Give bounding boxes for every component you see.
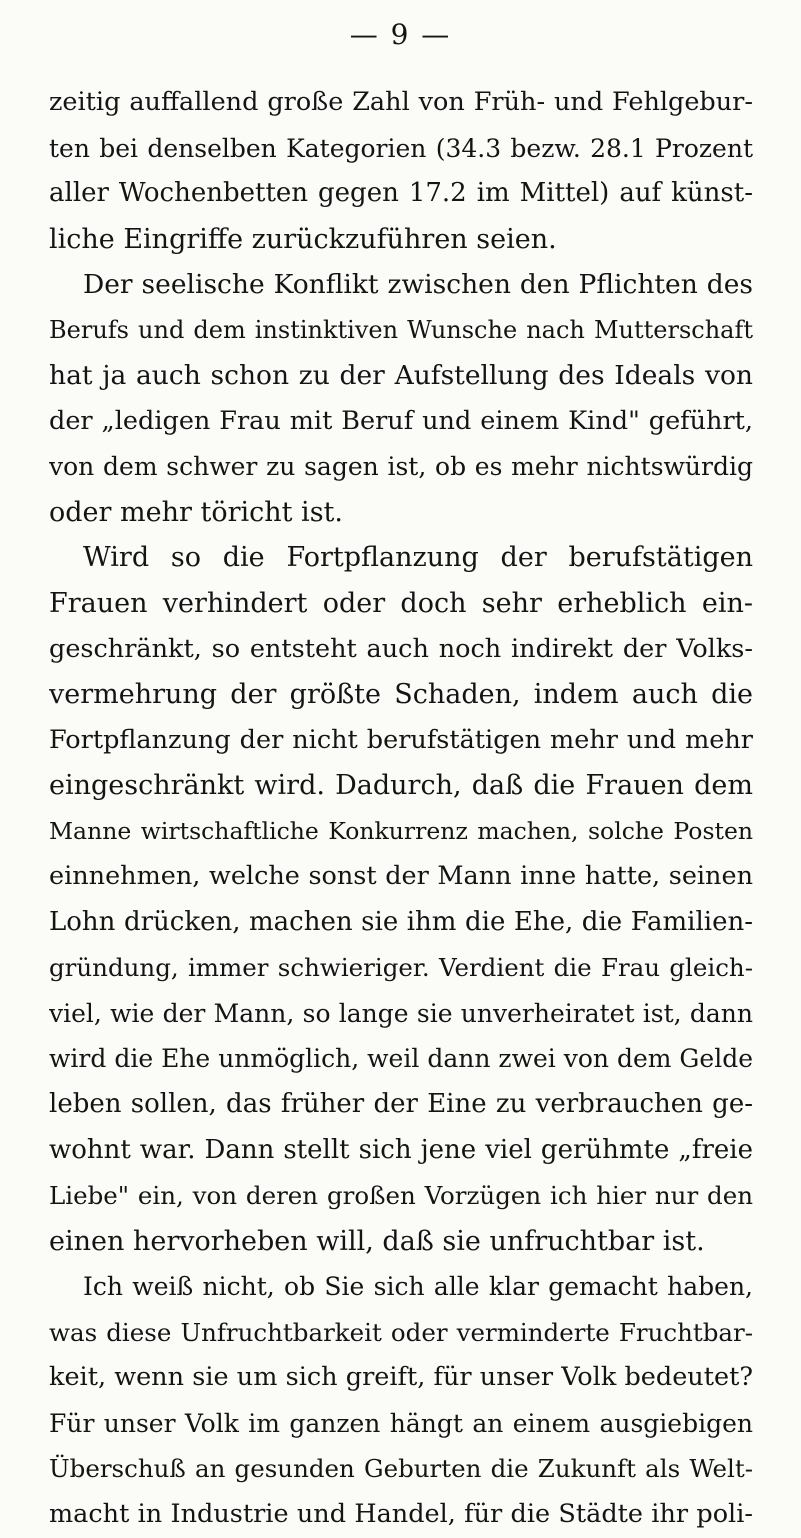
text-line: gründung, immer schwieriger. Verdient die Frau gleich- [49, 953, 753, 983]
text-line: zeitig auffallend große Zahl von Früh- und Fehlgebur- [49, 87, 753, 117]
text-line: ten bei denselben Kategorien (34.3 bezw. 28.1 Prozent [49, 133, 753, 163]
text-line: viel, wie der Mann, so lange sie unverheiratet ist, dann [49, 998, 753, 1028]
text-line: einnehmen, welche sonst der Mann inne hatte, seinen [49, 861, 753, 892]
page-number-header: — 9 — [349, 18, 452, 51]
text-line: Ich weiß nicht, ob Sie sich alle klar gemacht haben, [83, 1272, 753, 1302]
text-line: aller Wochenbetten gegen 17.2 im Mittel) auf künst- [49, 178, 753, 209]
text-line: einen hervorheben will, daß sie unfruchtbar ist. [49, 1225, 705, 1257]
text-line: keit, wenn sie um sich greift, für unser Volk bedeutet? [49, 1362, 753, 1393]
text-line: Berufs und dem instinktiven Wunsche nach Mutterschaft [49, 315, 753, 344]
text-line: wird die Ehe unmöglich, weil dann zwei von dem Gelde [49, 1044, 753, 1074]
text-line: wohnt war. Dann stellt sich jene viel gerühmte „freie [49, 1134, 753, 1165]
text-line: von dem schwer zu sagen ist, ob es mehr nichtswürdig [49, 452, 753, 482]
text-line: Liebe" ein, von deren großen Vorzügen ich hier nur den [49, 1181, 753, 1211]
text-line: Manne wirtschaftliche Konkurrenz machen, solche Posten [49, 816, 753, 845]
text-line: Für unser Volk im ganzen hängt an einem ausgiebigen [49, 1408, 753, 1438]
text-line: der „ledigen Frau mit Beruf und einem Kind" geführt, [49, 405, 753, 436]
body-text [49, 80, 753, 1538]
text-line: leben sollen, das früher der Eine zu verbrauchen ge- [49, 1089, 753, 1120]
text-line: Fortpflanzung der nicht berufstätigen mehr und mehr [49, 724, 753, 755]
text-line: Frauen verhindert oder doch sehr erheblich ein- [49, 588, 753, 620]
text-line: Überschuß an gesunden Geburten die Zukunft als Welt- [49, 1454, 753, 1484]
text-line: oder mehr töricht ist. [49, 496, 343, 528]
text-line: macht in Industrie und Handel, für die Städte ihr poli- [49, 1498, 753, 1529]
text-line: geschränkt, so entsteht auch noch indirekt der Volks- [49, 633, 753, 664]
text-line: Wird so die Fortpflanzung der berufstätigen [83, 542, 753, 574]
text-line: liche Eingriffe zurückzuführen seien. [49, 223, 557, 255]
text-line: was diese Unfruchtbarkeit oder verminderte Fruchtbar- [49, 1317, 753, 1347]
text-line: hat ja auch schon zu der Aufstellung des Ideals von [49, 360, 753, 392]
text-line: vermehrung der größte Schaden, indem auch die [49, 679, 753, 711]
text-line: Der seelische Konflikt zwischen den Pflichten des [83, 269, 753, 301]
text-line: Lohn drücken, machen sie ihm die Ehe, die Familien- [49, 906, 753, 937]
text-line: eingeschränkt wird. Dadurch, daß die Frauen dem [49, 770, 753, 802]
